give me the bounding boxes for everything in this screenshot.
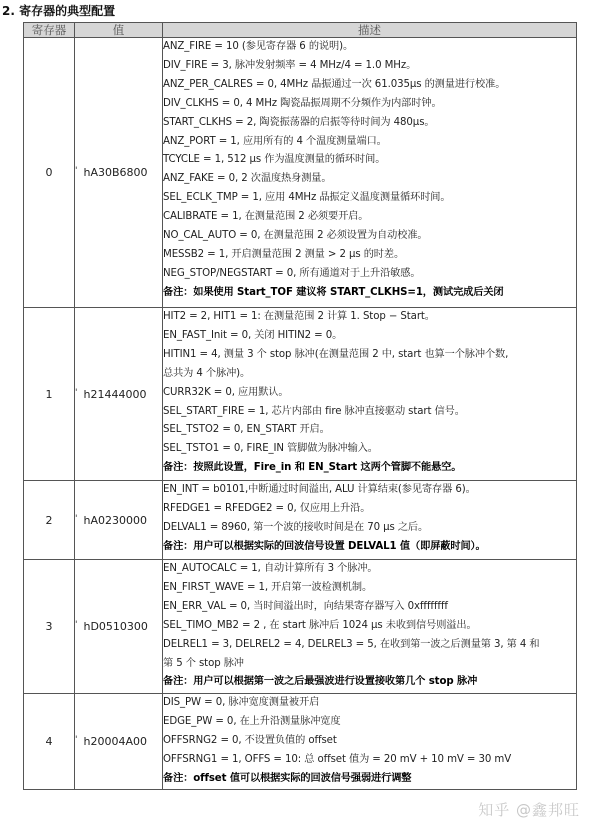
register-value: [75, 481, 163, 560]
desc-note: 备注：用户可以根据第一波之后最强波进行设置接收第几个 stop 脉冲: [163, 676, 478, 688]
desc-line: OFFSRNG1 = 1, OFFS = 10: 总 offset 值为 = 20 mV + 10 mV = 30 mV: [163, 753, 512, 765]
desc-line: CURR32K = 0, 应用默认。: [163, 386, 289, 398]
desc-line: EN_FAST_Init = 0, 关闭 HITIN2 = 0。: [163, 329, 343, 341]
desc-line: SEL_ECLK_TMP = 1, 应用 4MHz 晶振定义温度测量循环时间。: [163, 192, 451, 204]
header-description: 描述: [163, 23, 577, 38]
value-text: hA0230000: [83, 513, 147, 527]
register-value: [75, 308, 163, 481]
value-prefix: ': [75, 620, 78, 630]
register-value: [75, 560, 163, 694]
desc-line: TCYCLE = 1, 512 μs 作为温度测量的循环时间。: [163, 154, 386, 166]
watermark: 知乎 @鑫邦旺: [478, 801, 580, 819]
register-description: [163, 308, 577, 481]
desc-note: 备注：offset 值可以根据实际的回波信号强弱进行调整: [163, 772, 412, 784]
desc-line: DIV_CLKHS = 0, 4 MHz 陶瓷晶振周期不分频作为内部时钟。: [163, 97, 442, 109]
desc-line: DIS_PW = 0, 脉冲宽度测量被开启: [163, 697, 320, 708]
desc-line: DELREL1 = 3, DELREL2 = 4, DELREL3 = 5, 在收到第一波之后测量第 3, 第 4 和: [163, 638, 540, 650]
value-text: hA30B6800: [83, 166, 148, 179]
register-number: 4: [24, 694, 75, 790]
desc-line: SEL_TSTO2 = 0, EN_START 开启。: [163, 424, 330, 436]
value-prefix: ': [75, 513, 78, 524]
desc-note: 备注：如果使用 Start_TOF 建议将 START_CLKHS=1，测试完成后关闭: [163, 286, 504, 298]
desc-line: DIV_FIRE = 3, 脉冲发射频率 = 4 MHz/4 = 1.0 MHz。: [163, 59, 417, 71]
desc-line: MESSB2 = 1, 开启测量范围 2 测量 > 2 μs 的时差。: [163, 248, 405, 260]
register-description: [163, 481, 577, 560]
desc-line: DELVAL1 = 8960, 第一个波的接收时间是在 70 μs 之后。: [163, 521, 429, 533]
register-value: [75, 38, 163, 308]
register-value: [75, 694, 163, 790]
header-register: 寄存器: [24, 23, 75, 38]
header-value: 值: [75, 23, 163, 38]
value-prefix: ': [75, 166, 78, 176]
desc-line: SEL_TSTO1 = 0, FIRE_IN 管脚做为脉冲输入。: [163, 443, 378, 455]
desc-line: ANZ_PORT = 1, 应用所有的 4 个温度测量端口。: [163, 135, 387, 147]
table-header-row: [24, 23, 577, 38]
desc-note: 备注：按照此设置，Fire_in 和 EN_Start 这两个管脚不能悬空。: [163, 462, 462, 474]
value-prefix: ': [75, 735, 78, 745]
desc-line: EN_ERR_VAL = 0, 当时间溢出时，向结果寄存器写入 0xffffffff: [163, 600, 448, 612]
value-text: h20004A00: [83, 735, 147, 748]
desc-line: ANZ_FAKE = 0, 2 次温度热身测量。: [163, 173, 332, 185]
desc-line: EN_FIRST_WAVE = 1, 开启第一波检测机制。: [163, 581, 373, 593]
desc-line: HITIN1 = 4, 测量 3 个 stop 脉冲(在测量范围 2 中, start 也算一个脉冲个数,: [163, 348, 509, 360]
desc-line: START_CLKHS = 2, 陶瓷振荡器的启振等待时间为 480μs。: [163, 116, 435, 128]
register-number: 0: [24, 38, 75, 308]
desc-line: HIT2 = 2, HIT1 = 1: 在测量范围 2 计算 1. Stop − Start。: [163, 311, 435, 322]
table-row: [24, 308, 577, 481]
table-row: [24, 694, 577, 790]
desc-line: 总共为 4 个脉冲)。: [163, 367, 251, 379]
table-row: [24, 481, 577, 560]
value-prefix: ': [75, 387, 78, 398]
register-description: [163, 560, 577, 694]
desc-line: NEG_STOP/NEGSTART = 0, 所有通道对于上升沿敏感。: [163, 267, 421, 279]
register-config-table: [23, 22, 577, 790]
value-text: h21444000: [83, 387, 147, 401]
desc-line: SEL_TIMO_MB2 = 2 , 在 start 脉冲后 1024 μs 未收到信号则溢出。: [163, 619, 477, 631]
desc-line: ANZ_FIRE = 10 (参见寄存器 6 的说明)。: [163, 41, 354, 52]
desc-line: EN_AUTOCALC = 1, 自动计算所有 3 个脉冲。: [163, 563, 378, 574]
register-number: 1: [24, 308, 75, 481]
desc-line: 第 5 个 stop 脉冲: [163, 657, 244, 669]
section-title: 2. 寄存器的典型配置: [2, 4, 116, 18]
desc-line: RFEDGE1 = RFEDGE2 = 0, 仅应用上升沿。: [163, 502, 371, 514]
desc-note: 备注：用户可以根据实际的回波信号设置 DELVAL1 值（即屏蔽时间）。: [163, 540, 486, 552]
desc-line: SEL_START_FIRE = 1, 芯片内部由 fire 脉冲直接驱动 start 信号。: [163, 405, 465, 417]
register-number: 2: [24, 481, 75, 560]
desc-line: EN_INT = b0101,中断通过时间溢出, ALU 计算结束(参见寄存器 6)。: [163, 484, 476, 495]
desc-line: OFFSRNG2 = 0, 不设置负值的 offset: [163, 734, 337, 746]
table-row: [24, 560, 577, 694]
desc-line: NO_CAL_AUTO = 0, 在测量范围 2 必须设置为自动校准。: [163, 230, 428, 242]
desc-line: ANZ_PER_CALRES = 0, 4MHz 晶振通过一次 61.035μs 的测量进行校准。: [163, 78, 506, 90]
desc-line: EDGE_PW = 0, 在上升沿测量脉冲宽度: [163, 715, 341, 727]
desc-line: CALIBRATE = 1, 在测量范围 2 必须要开启。: [163, 211, 369, 223]
value-text: hD0510300: [83, 620, 148, 633]
register-number: 3: [24, 560, 75, 694]
table-row: [24, 38, 577, 308]
register-description: [163, 694, 577, 790]
register-description: [163, 38, 577, 308]
